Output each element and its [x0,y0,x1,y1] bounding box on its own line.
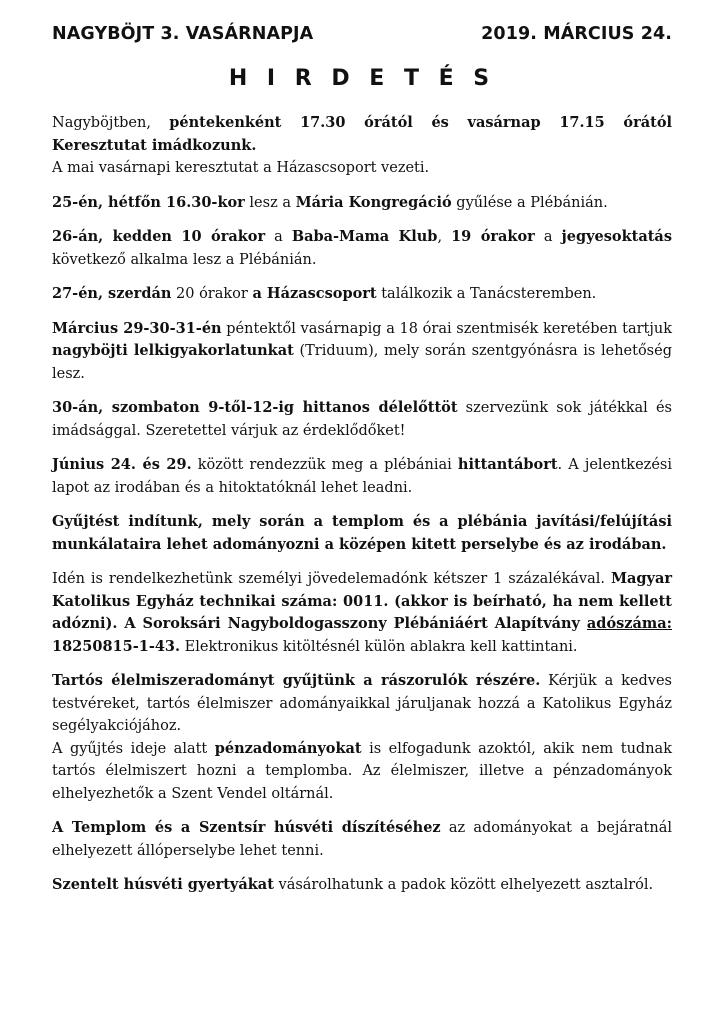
text: Idén is rendelkezhetünk személyi jövedelemadónk kétszer 1 százalékával. [52,571,611,587]
text: következő alkalma lesz a Plébánián. [52,251,317,268]
text-bold: jegyesoktatás [561,228,672,245]
text: , [437,229,452,245]
text: (Triduum), mely során szentgyónásra is lehetőség lesz. [52,343,672,382]
text-bold: 30-án, szombaton 9-től-12-ig hittanos délelőttöt [52,399,458,416]
paragraph-catechism-morning [52,397,672,442]
paragraph-couples-group [52,283,672,306]
text: az adományokat a bejáratnál elhelyezett állóperselybe lehet tenni. [52,820,672,859]
text: találkozik a Tanácsteremben. [376,286,597,302]
text: is elfogadunk azoktól, akik nem tudnak tartós élelmiszert hozni a templomba. Az élelmiszer, illetve a pénzadományok elhelyezhetők a Szent Vendel oltárnál. [52,740,672,802]
text: A gyűjtés ideje alatt [52,740,215,757]
header-occasion: NAGYBÖJT 3. VASÁRNAPJA [52,24,314,44]
text: Nagyböjtben, [52,115,170,131]
text: Elektronikus kitöltésnél külön ablakra kell kattintani. [180,638,578,655]
text-bold: A Templom és a Szentsír húsvéti díszítéséhez [52,819,441,836]
text-bold: 25-én, hétfőn 16.30-kor [52,193,245,211]
text-bold: 26-án, kedden 10 órakor [52,228,266,245]
text-bold-underline: adószáma: [586,615,672,632]
text-bold: Magyar Katolikus Egyház technikai száma: 0011. (akkor is beírható, ha nem kellett adózni). A Soroksári Nagyboldogasszony Plébániáért Alapítvány [52,570,672,632]
text-bold: Baba-Mama Klub [291,228,438,245]
paragraph-baba-mama [52,226,672,271]
text-bold: péntekenként 17.30 órától és vasárnap 17.15 órától Keresztutat imádkozunk. [52,114,673,154]
text-bold: pénzadományokat [214,739,362,757]
text: Kérjük a kedves testvéreket, tartós élelmiszer adományaikkal járuljanak hozzá a Katolikus Egyház segélyakciójához. [52,673,672,734]
text-bold: Június 24. és 29. [52,456,192,473]
text: szervezünk sok játékkal és imádsággal. Szeretettel várjuk az érdeklődőket! [52,400,672,439]
text: a [265,229,292,245]
text-bold: Gyűjtést indítunk, mely során a templom és a plébánia javítási/felújítási munkálataira lehet adományozni a középen kitett perselybe és az irodában. [52,513,672,553]
text: gyűlése a Plébánián. [451,194,608,211]
text-bold: 18250815-1-43. [52,637,181,655]
text-bold: 19 órakor [451,228,535,245]
page-title: H I R D E T É S [228,66,496,91]
text: 20 órakor [171,286,253,302]
paragraph-easter-candles [52,874,672,897]
paragraph-tax-donation [52,568,672,658]
text-bold: nagyböjti lelkigyakorlatunkat [52,342,294,359]
paragraph-food-donation [52,670,672,738]
page-header [52,24,672,50]
text-bold: Mária Kongregáció [295,193,452,211]
paragraph-camp [52,454,672,499]
text-bold: a Házascsoport [252,285,377,302]
text: péntektől vasárnapig a 18 órai szentmisék keretében tartjuk [221,320,672,337]
text: között rendezzük meg a plébániai [191,457,458,473]
paragraph-easter-decoration [52,817,672,862]
header-date: 2019. MÁRCIUS 24. [481,24,672,44]
paragraph-collection [52,511,672,556]
paragraph-money-donation [52,738,672,806]
text-bold: Tartós élelmiszeradományt gyűjtünk a rászorulók részére. [52,672,541,689]
paragraph-stations-lead [52,157,672,180]
text-bold: hittantábort [457,456,558,473]
text: a [534,229,562,245]
text-bold: Március 29-30-31-én [52,319,222,337]
text: . A jelentkezési lapot az irodában és a hitoktatóknál lehet leadni. [52,457,672,496]
paragraph-congregation [52,192,672,215]
paragraph-triduum [52,318,672,386]
text: lesz a [244,194,296,211]
text-bold: 27-én, szerdán [52,285,172,302]
text-bold: Szentelt húsvéti gyertyákat [52,876,274,893]
paragraph-lent-stations [52,112,672,157]
text: vásárolhatunk a padok között elhelyezett asztalról. [273,877,654,893]
text: A mai vasárnapi keresztutat a Házascsoport vezeti. [52,160,430,176]
